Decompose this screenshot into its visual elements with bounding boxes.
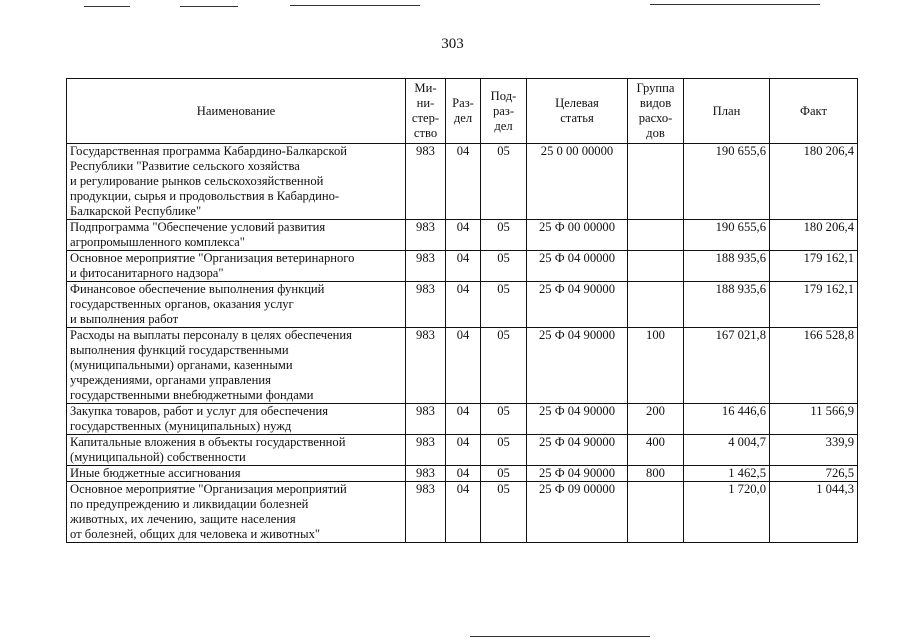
cell-fact: 726,5	[770, 466, 858, 482]
cell-plan: 188 935,6	[684, 251, 770, 282]
scan-line	[470, 636, 650, 637]
header-group: Группа видов расхо- дов	[628, 79, 684, 144]
cell-ministry: 983	[406, 251, 446, 282]
table-row	[67, 282, 858, 328]
cell-target: 25 Ф 04 90000	[527, 282, 628, 328]
cell-section: 04	[446, 482, 481, 543]
cell-section: 04	[446, 282, 481, 328]
cell-target: 25 Ф 04 90000	[527, 435, 628, 466]
cell-target: 25 Ф 04 90000	[527, 404, 628, 435]
cell-subsection: 05	[481, 466, 527, 482]
cell-subsection: 05	[481, 282, 527, 328]
cell-group	[628, 144, 684, 220]
cell-group: 200	[628, 404, 684, 435]
cell-subsection: 05	[481, 220, 527, 251]
cell-plan: 190 655,6	[684, 220, 770, 251]
page-number: 303	[441, 36, 464, 52]
cell-subsection: 05	[481, 144, 527, 220]
scan-line	[290, 5, 420, 6]
cell-fact: 339,9	[770, 435, 858, 466]
cell-plan: 16 446,6	[684, 404, 770, 435]
table-row	[67, 328, 858, 404]
cell-plan: 188 935,6	[684, 282, 770, 328]
cell-fact: 180 206,4	[770, 144, 858, 220]
cell-section: 04	[446, 144, 481, 220]
cell-name: Расходы на выплаты персоналу в целях обеспечения выполнения функций государственными (муниципальными) органами, казенными учреждениями, органами управления государственными внебюджетными фондами	[67, 328, 406, 404]
table-row	[67, 220, 858, 251]
cell-name: Государственная программа Кабардино-Балкарской Республики "Развитие сельского хозяйства и регулирование рынков сельскохозяйственной продукции, сырья и продовольствия в Кабардино- Балкарской Республике"	[67, 144, 406, 220]
cell-name: Подпрограмма "Обеспечение условий развития агропромышленного комплекса"	[67, 220, 406, 251]
cell-subsection: 05	[481, 328, 527, 404]
cell-ministry: 983	[406, 404, 446, 435]
cell-name: Иные бюджетные ассигнования	[67, 466, 406, 482]
table-row	[67, 251, 858, 282]
cell-target: 25 Ф 04 90000	[527, 466, 628, 482]
cell-plan: 4 004,7	[684, 435, 770, 466]
table-row	[67, 404, 858, 435]
budget-table	[66, 78, 858, 543]
cell-ministry: 983	[406, 282, 446, 328]
cell-section: 04	[446, 328, 481, 404]
scan-line	[180, 6, 238, 7]
header-plan: План	[684, 79, 770, 144]
table-row	[67, 482, 858, 543]
cell-fact: 179 162,1	[770, 251, 858, 282]
table-row	[67, 466, 858, 482]
cell-target: 25 Ф 04 90000	[527, 328, 628, 404]
cell-group	[628, 482, 684, 543]
cell-name: Капитальные вложения в объекты государственной (муниципальной) собственности	[67, 435, 406, 466]
cell-plan: 167 021,8	[684, 328, 770, 404]
header-name: Наименование	[67, 79, 406, 144]
scan-line	[650, 4, 820, 5]
cell-target: 25 0 00 00000	[527, 144, 628, 220]
table-row	[67, 144, 858, 220]
table-row	[67, 435, 858, 466]
cell-ministry: 983	[406, 220, 446, 251]
cell-section: 04	[446, 251, 481, 282]
cell-fact: 179 162,1	[770, 282, 858, 328]
cell-fact: 1 044,3	[770, 482, 858, 543]
cell-section: 04	[446, 435, 481, 466]
table-header-row	[67, 79, 858, 144]
cell-ministry: 983	[406, 144, 446, 220]
cell-plan: 190 655,6	[684, 144, 770, 220]
header-subsection: Под- раз- дел	[481, 79, 527, 144]
cell-group: 400	[628, 435, 684, 466]
cell-section: 04	[446, 404, 481, 435]
cell-group	[628, 220, 684, 251]
header-section: Раз- дел	[446, 79, 481, 144]
scan-line	[84, 6, 130, 7]
cell-name: Финансовое обеспечение выполнения функций государственных органов, оказания услуг и выполнения работ	[67, 282, 406, 328]
cell-plan: 1 462,5	[684, 466, 770, 482]
cell-name: Основное мероприятие "Организация мероприятий по предупреждению и ликвидации болезней животных, их лечению, защите населения от болезней, общих для человека и животных"	[67, 482, 406, 543]
cell-group	[628, 282, 684, 328]
cell-target: 25 Ф 09 00000	[527, 482, 628, 543]
cell-subsection: 05	[481, 251, 527, 282]
cell-subsection: 05	[481, 404, 527, 435]
cell-ministry: 983	[406, 435, 446, 466]
cell-group: 100	[628, 328, 684, 404]
cell-group: 800	[628, 466, 684, 482]
cell-ministry: 983	[406, 328, 446, 404]
cell-fact: 180 206,4	[770, 220, 858, 251]
cell-section: 04	[446, 220, 481, 251]
cell-name: Закупка товаров, работ и услуг для обеспечения государственных (муниципальных) нужд	[67, 404, 406, 435]
cell-ministry: 983	[406, 482, 446, 543]
cell-subsection: 05	[481, 482, 527, 543]
cell-section: 04	[446, 466, 481, 482]
cell-subsection: 05	[481, 435, 527, 466]
header-ministry: Ми- ни- стер- ство	[406, 79, 446, 144]
cell-ministry: 983	[406, 466, 446, 482]
header-target: Целевая статья	[527, 79, 628, 144]
header-fact: Факт	[770, 79, 858, 144]
cell-name: Основное мероприятие "Организация ветеринарного и фитосанитарного надзора"	[67, 251, 406, 282]
cell-group	[628, 251, 684, 282]
cell-target: 25 Ф 04 00000	[527, 251, 628, 282]
cell-fact: 166 528,8	[770, 328, 858, 404]
cell-fact: 11 566,9	[770, 404, 858, 435]
cell-target: 25 Ф 00 00000	[527, 220, 628, 251]
cell-plan: 1 720,0	[684, 482, 770, 543]
